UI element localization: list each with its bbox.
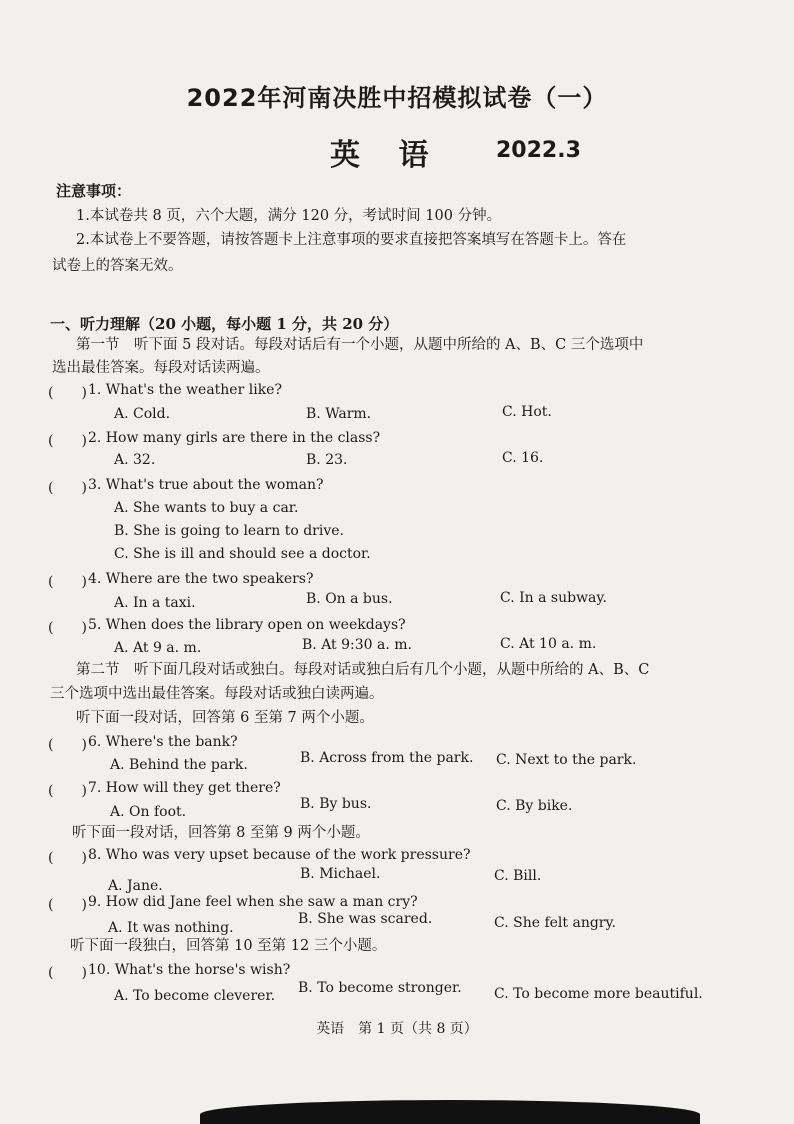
- answer-blank[interactable]: ( ): [48, 783, 87, 799]
- question-stem: 2. How many girls are there in the class?: [88, 430, 381, 446]
- option-b: B. Across from the park.: [300, 750, 474, 766]
- listening-intro-10-12: 听下面一段独白，回答第 10 至第 12 三个小题。: [70, 938, 387, 954]
- answer-blank[interactable]: ( ): [48, 965, 87, 981]
- option-c: C. In a subway.: [500, 590, 607, 606]
- answer-blank[interactable]: ( ): [48, 385, 87, 401]
- question-stem: 1. What's the weather like?: [88, 382, 282, 398]
- part2-instruction-line-1: 第二节 听下面几段对话或独白。每段对话或独白后有几个小题，从题中所给的 A、B、C: [76, 662, 650, 678]
- question-stem: 3. What's true about the woman?: [88, 477, 324, 493]
- option-c: C. At 10 a. m.: [500, 636, 597, 652]
- notice-item-2-line-2: 试卷上的答案无效。: [52, 258, 183, 274]
- exam-date: 2022.3: [496, 138, 581, 163]
- notice-item-2-line-1: 2.本试卷上不要答题，请按答题卡上注意事项的要求直接把答案填写在答题卡上。答在: [76, 232, 627, 248]
- answer-blank[interactable]: ( ): [48, 897, 87, 913]
- option-c: C. By bike.: [496, 798, 573, 814]
- option-b: B. 23.: [306, 452, 348, 468]
- option-c: C. Next to the park.: [496, 752, 637, 768]
- question-stem: 4. Where are the two speakers?: [88, 571, 314, 587]
- option-c: C. Bill.: [494, 868, 542, 884]
- scan-shadow: [200, 1100, 700, 1124]
- option-a: A. She wants to buy a car.: [114, 500, 299, 516]
- answer-blank[interactable]: ( ): [48, 737, 87, 753]
- question-stem: 9. How did Jane feel when she saw a man cry?: [88, 894, 418, 910]
- option-a: A. Cold.: [114, 406, 171, 422]
- notice-item-1: 1.本试卷共 8 页，六个大题，满分 120 分，考试时间 100 分钟。: [76, 208, 502, 224]
- answer-blank[interactable]: ( ): [48, 620, 87, 636]
- answer-blank[interactable]: ( ): [48, 850, 87, 866]
- option-a: A. To become cleverer.: [114, 988, 276, 1004]
- option-a: A. Jane.: [108, 878, 163, 894]
- option-c: C. Hot.: [502, 404, 552, 420]
- section-heading: 一、听力理解（20 小题，每小题 1 分，共 20 分）: [50, 315, 399, 333]
- option-b: B. She is going to learn to drive.: [114, 523, 344, 539]
- option-a: A. On foot.: [110, 804, 187, 820]
- listening-intro-8-9: 听下面一段对话，回答第 8 至第 9 两个小题。: [72, 825, 370, 841]
- option-a: A. It was nothing.: [108, 920, 234, 936]
- option-c: C. She felt angry.: [494, 915, 616, 931]
- part2-instruction-line-2: 三个选项中选出最佳答案。每段对话或独白读两遍。: [50, 686, 384, 702]
- page-footer: 英语 第 1 页（共 8 页）: [316, 1021, 478, 1037]
- question-stem: 8. Who was very upset because of the work pressure?: [88, 847, 471, 863]
- option-b: B. Warm.: [306, 406, 372, 422]
- option-b: B. To become stronger.: [298, 980, 462, 996]
- answer-blank[interactable]: ( ): [48, 433, 87, 449]
- question-stem: 6. Where's the bank?: [88, 734, 238, 750]
- subject-label: 英 语: [330, 138, 443, 173]
- option-a: A. 32.: [114, 452, 156, 468]
- option-b: B. On a bus.: [306, 591, 393, 607]
- option-b: B. By bus.: [300, 796, 372, 812]
- part1-instruction-line-2: 选出最佳答案。每段对话读两遍。: [52, 360, 270, 376]
- option-a: A. At 9 a. m.: [114, 640, 202, 656]
- exam-title: 2022年河南决胜中招模拟试卷（一）: [186, 84, 608, 112]
- question-stem: 10. What's the horse's wish?: [88, 962, 291, 978]
- answer-blank[interactable]: ( ): [48, 480, 87, 496]
- option-a: A. In a taxi.: [114, 595, 196, 611]
- notice-heading: 注意事项：: [56, 182, 132, 200]
- listening-intro-6-7: 听下面一段对话，回答第 6 至第 7 两个小题。: [76, 710, 374, 726]
- answer-blank[interactable]: ( ): [48, 574, 87, 590]
- question-stem: 7. How will they get there?: [88, 780, 281, 796]
- option-a: A. Behind the park.: [110, 757, 248, 773]
- option-b: B. She was scared.: [298, 911, 433, 927]
- option-c: C. To become more beautiful.: [494, 986, 703, 1002]
- question-stem: 5. When does the library open on weekdays?: [88, 617, 406, 633]
- option-b: B. Michael.: [300, 866, 381, 882]
- option-b: B. At 9:30 a. m.: [302, 637, 412, 653]
- part1-instruction-line-1: 第一节 听下面 5 段对话。每段对话后有一个小题，从题中所给的 A、B、C 三个选项中: [76, 337, 644, 353]
- option-c: C. 16.: [502, 450, 544, 466]
- option-c: C. She is ill and should see a doctor.: [114, 546, 371, 562]
